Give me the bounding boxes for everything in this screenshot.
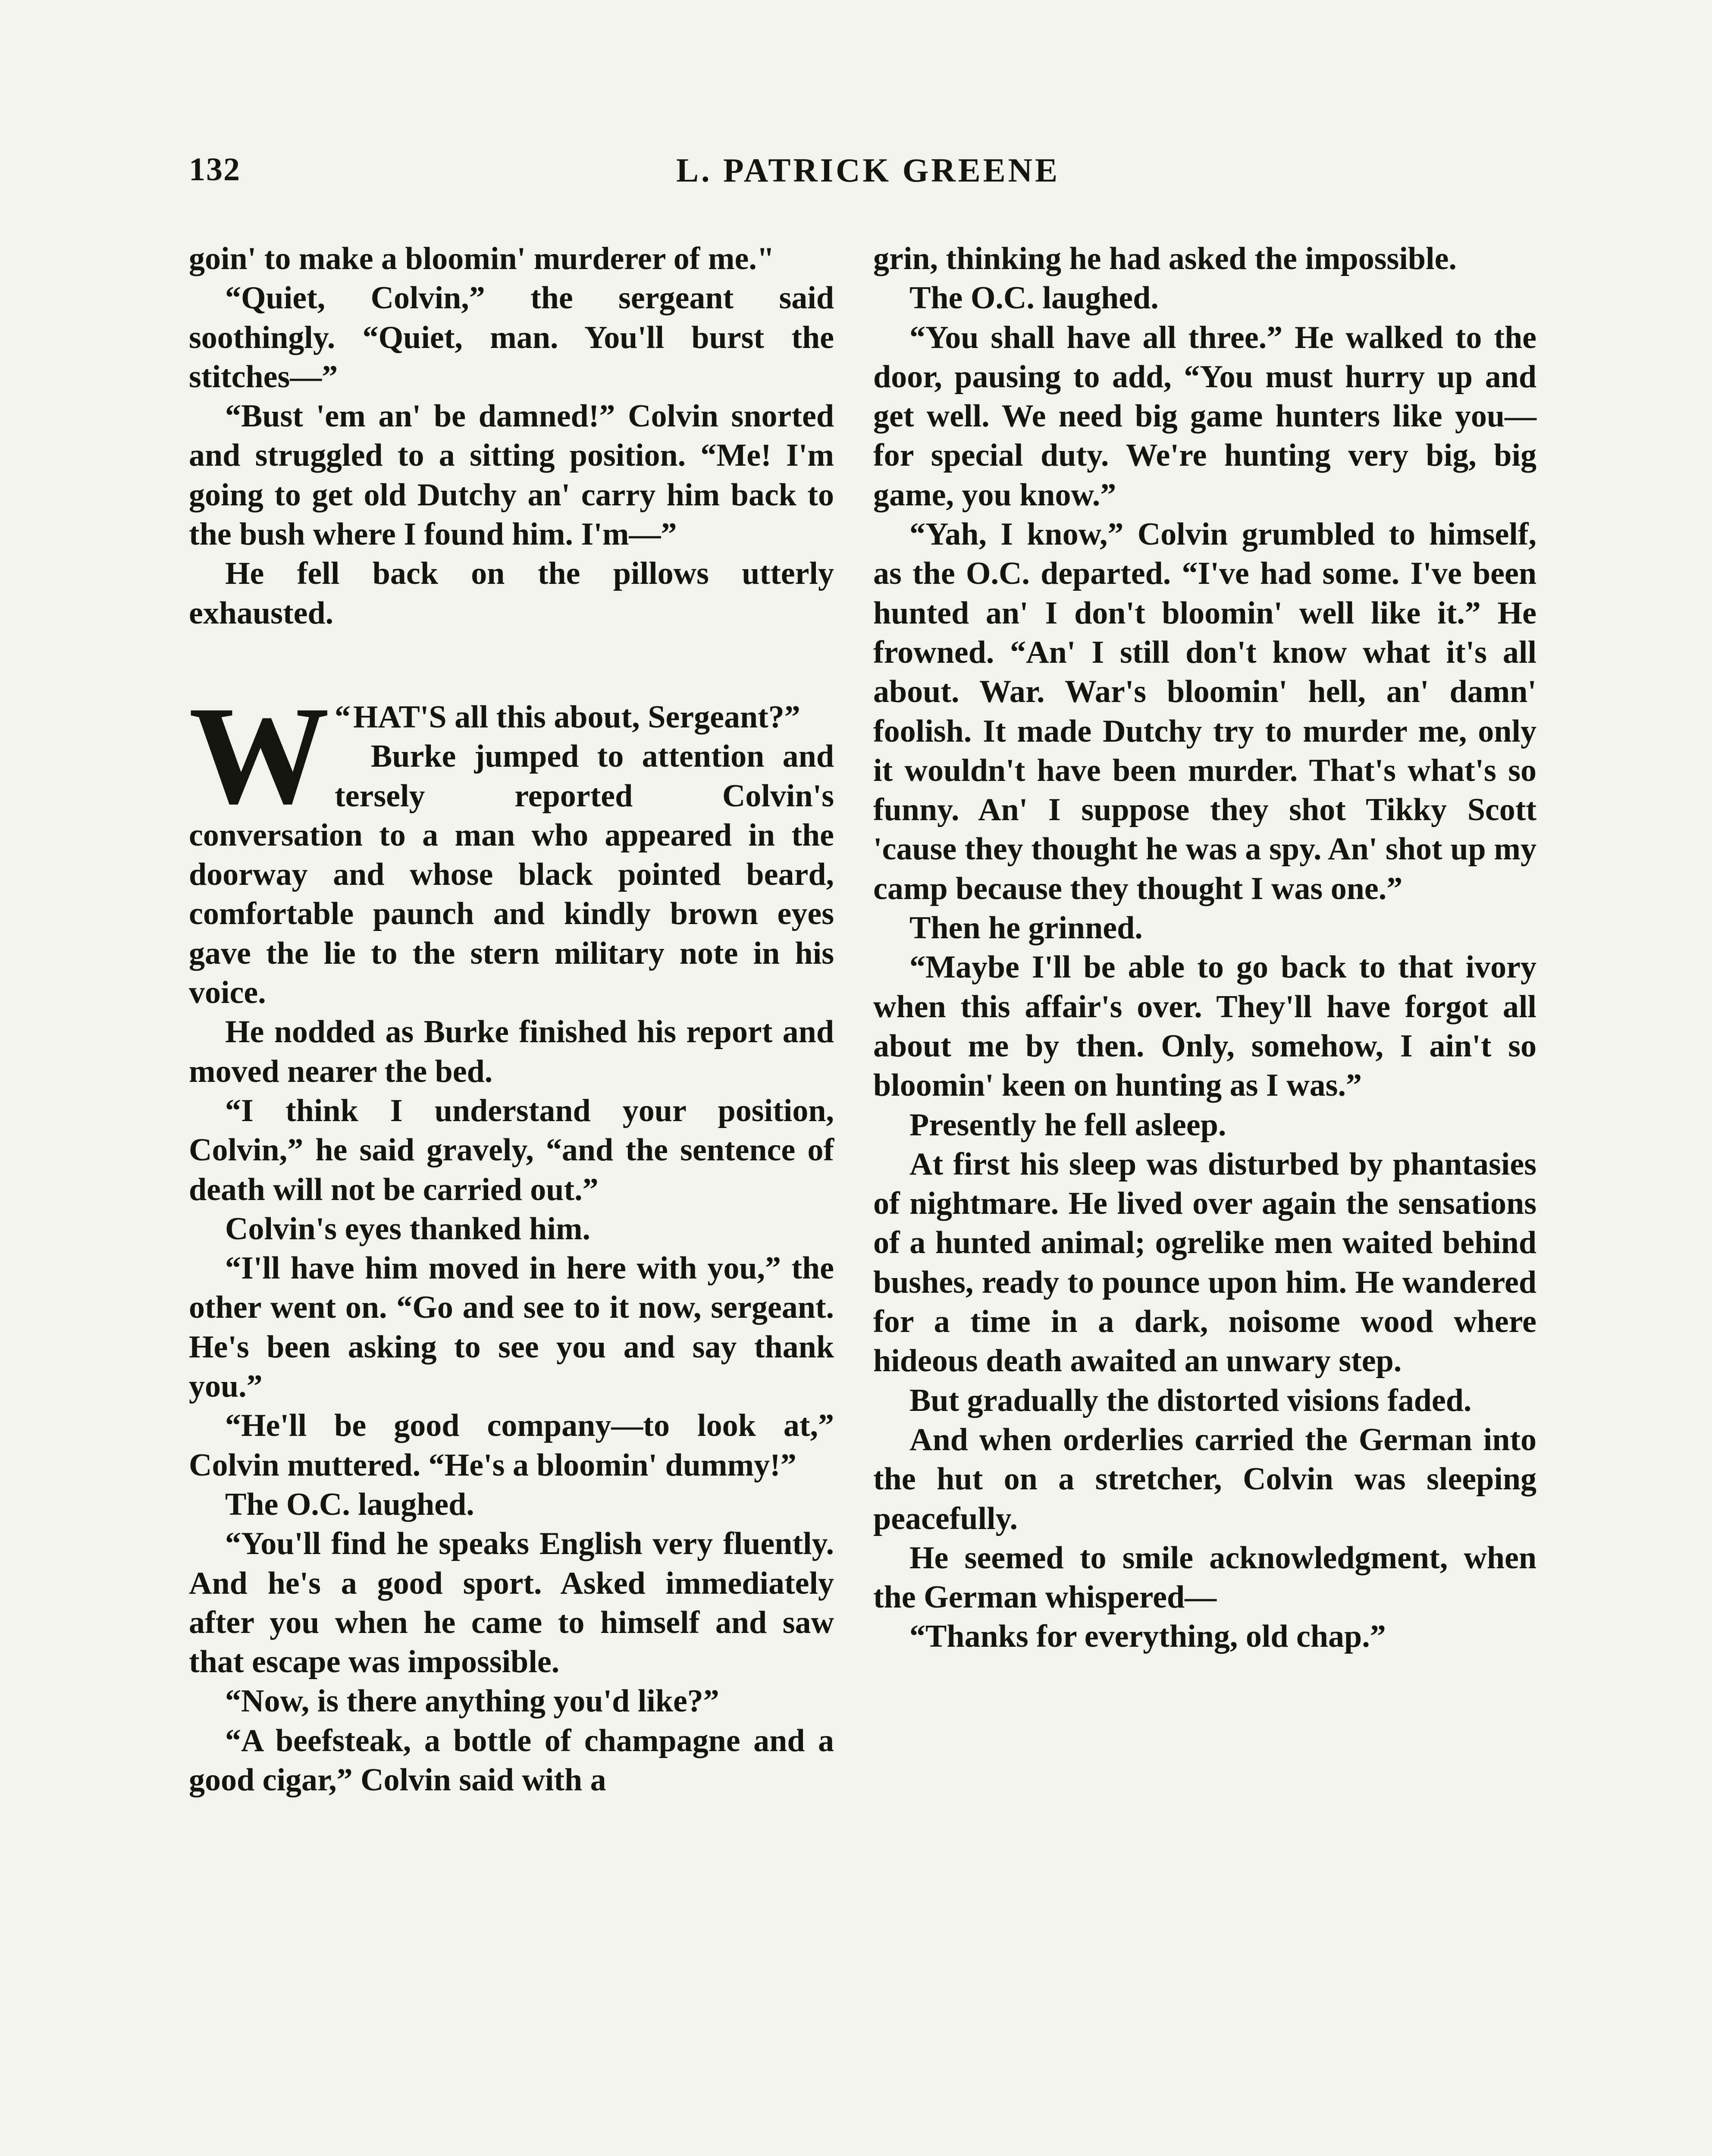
paragraph: “He'll be good company—to look at,” Colvin muttered. “He's a bloomin' dummy!” — [189, 1408, 834, 1483]
paragraph: “Yah, I know,” Colvin grumbled to himself, as the O.C. departed. “I've had some. I've been hunted an' I don't bloomin' well like it.” He frowned. “An' I still don't know what it's all about. War. War's bloomin' hell, an' damn' foolish. It made Dutchy try to murder me, only it wouldn't have been murder. That's what's so funny. An' I suppose they shot Tikky Scott 'cause they thought he was a spy. An' shot up my camp because they thought I was one.” — [873, 517, 1536, 906]
paragraph: “You shall have all three.” He walked to the door, pausing to add, “You must hurry up and get well. We need big game hunters like you—for special duty. We're hunting very big, big game, you know.” — [873, 320, 1536, 513]
paragraph: “Thanks for everything, old chap.” — [909, 1619, 1386, 1655]
paragraph: “A beefsteak, a bottle of champagne and a good cigar,” Colvin said with a — [189, 1723, 834, 1798]
paragraph: Presently he fell asleep. — [909, 1107, 1226, 1143]
paragraph: He seemed to smile acknowledgment, when the German whispered— — [873, 1540, 1536, 1615]
open-quote: “ — [335, 699, 351, 735]
paragraph: He nodded as Burke finished his report and moved nearer the bed. — [189, 1014, 834, 1089]
section-opening-paragraph — [189, 677, 834, 833]
paragraph: Colvin's eyes thanked him. — [225, 1211, 591, 1247]
paragraph: “Maybe I'll be able to go back to that ivory when this affair's over. They'll have forgot all about me by then. Only, somehow, I ain't so bloomin' keen on hunting as I was.” — [873, 950, 1536, 1103]
page-header — [189, 151, 1547, 203]
running-head: L. PATRICK GREENE — [676, 151, 1060, 189]
page-number: 132 — [189, 151, 241, 188]
paragraph: “Quiet, Colvin,” the sergeant said soothingly. “Quiet, man. You'll burst the stitches—” — [189, 280, 834, 395]
paragraph: “I think I understand your position, Colvin,” he said gravely, “and the sentence of death will not be carried out.” — [189, 1093, 834, 1207]
paragraph: “Now, is there anything you'd like?” — [225, 1683, 719, 1719]
opening-text: HAT'S all this about, Sergeant?” — [353, 699, 800, 735]
left-column — [189, 239, 834, 1800]
paragraph: He fell back on the pillows utterly exhausted. — [189, 556, 834, 631]
drop-cap: W — [189, 677, 329, 833]
paragraph: grin, thinking he had asked the impossible. — [873, 241, 1457, 276]
paragraph: And when orderlies carried the German into the hut on a stretcher, Colvin was sleeping peacefully. — [873, 1422, 1536, 1536]
paragraph: “Bust 'em an' be damned!” Colvin snorted and struggled to a sitting position. “Me! I'm going to get old Dutchy an' carry him back to the bush where I found him. I'm—” — [189, 398, 834, 552]
paragraph: Burke jumped to attention and tersely reported Colvin's conversation to a man who appeared in the doorway and whose black pointed beard, comfortable paunch and kindly brown eyes gave the lie to the stern military note in his voice. — [189, 739, 834, 1011]
paragraph: goin' to make a bloomin' murderer of me." — [189, 241, 774, 276]
paragraph: Then he grinned. — [909, 910, 1143, 946]
paragraph: “You'll find he speaks English very fluently. And he's a good sport. Asked immediately after you when he came to himself and saw that escape was impossible. — [189, 1526, 834, 1680]
paragraph: The O.C. laughed. — [225, 1486, 474, 1522]
paragraph: But gradually the distorted visions faded. — [909, 1382, 1472, 1418]
paragraph: At first his sleep was disturbed by phantasies of nightmare. He lived over again the sensations of a hunted animal; ogrelike men waited behind bushes, ready to pounce upon him. He wandered for a time in a dark, noisome wood where hideous death awaited an unwary step. — [873, 1146, 1536, 1379]
paragraph: “I'll have him moved in here with you,” the other went on. “Go and see to it now, sergeant. He's been asking to see you and say thank you.” — [189, 1250, 834, 1404]
right-column — [873, 239, 1536, 1657]
paragraph: The O.C. laughed. — [909, 280, 1159, 316]
